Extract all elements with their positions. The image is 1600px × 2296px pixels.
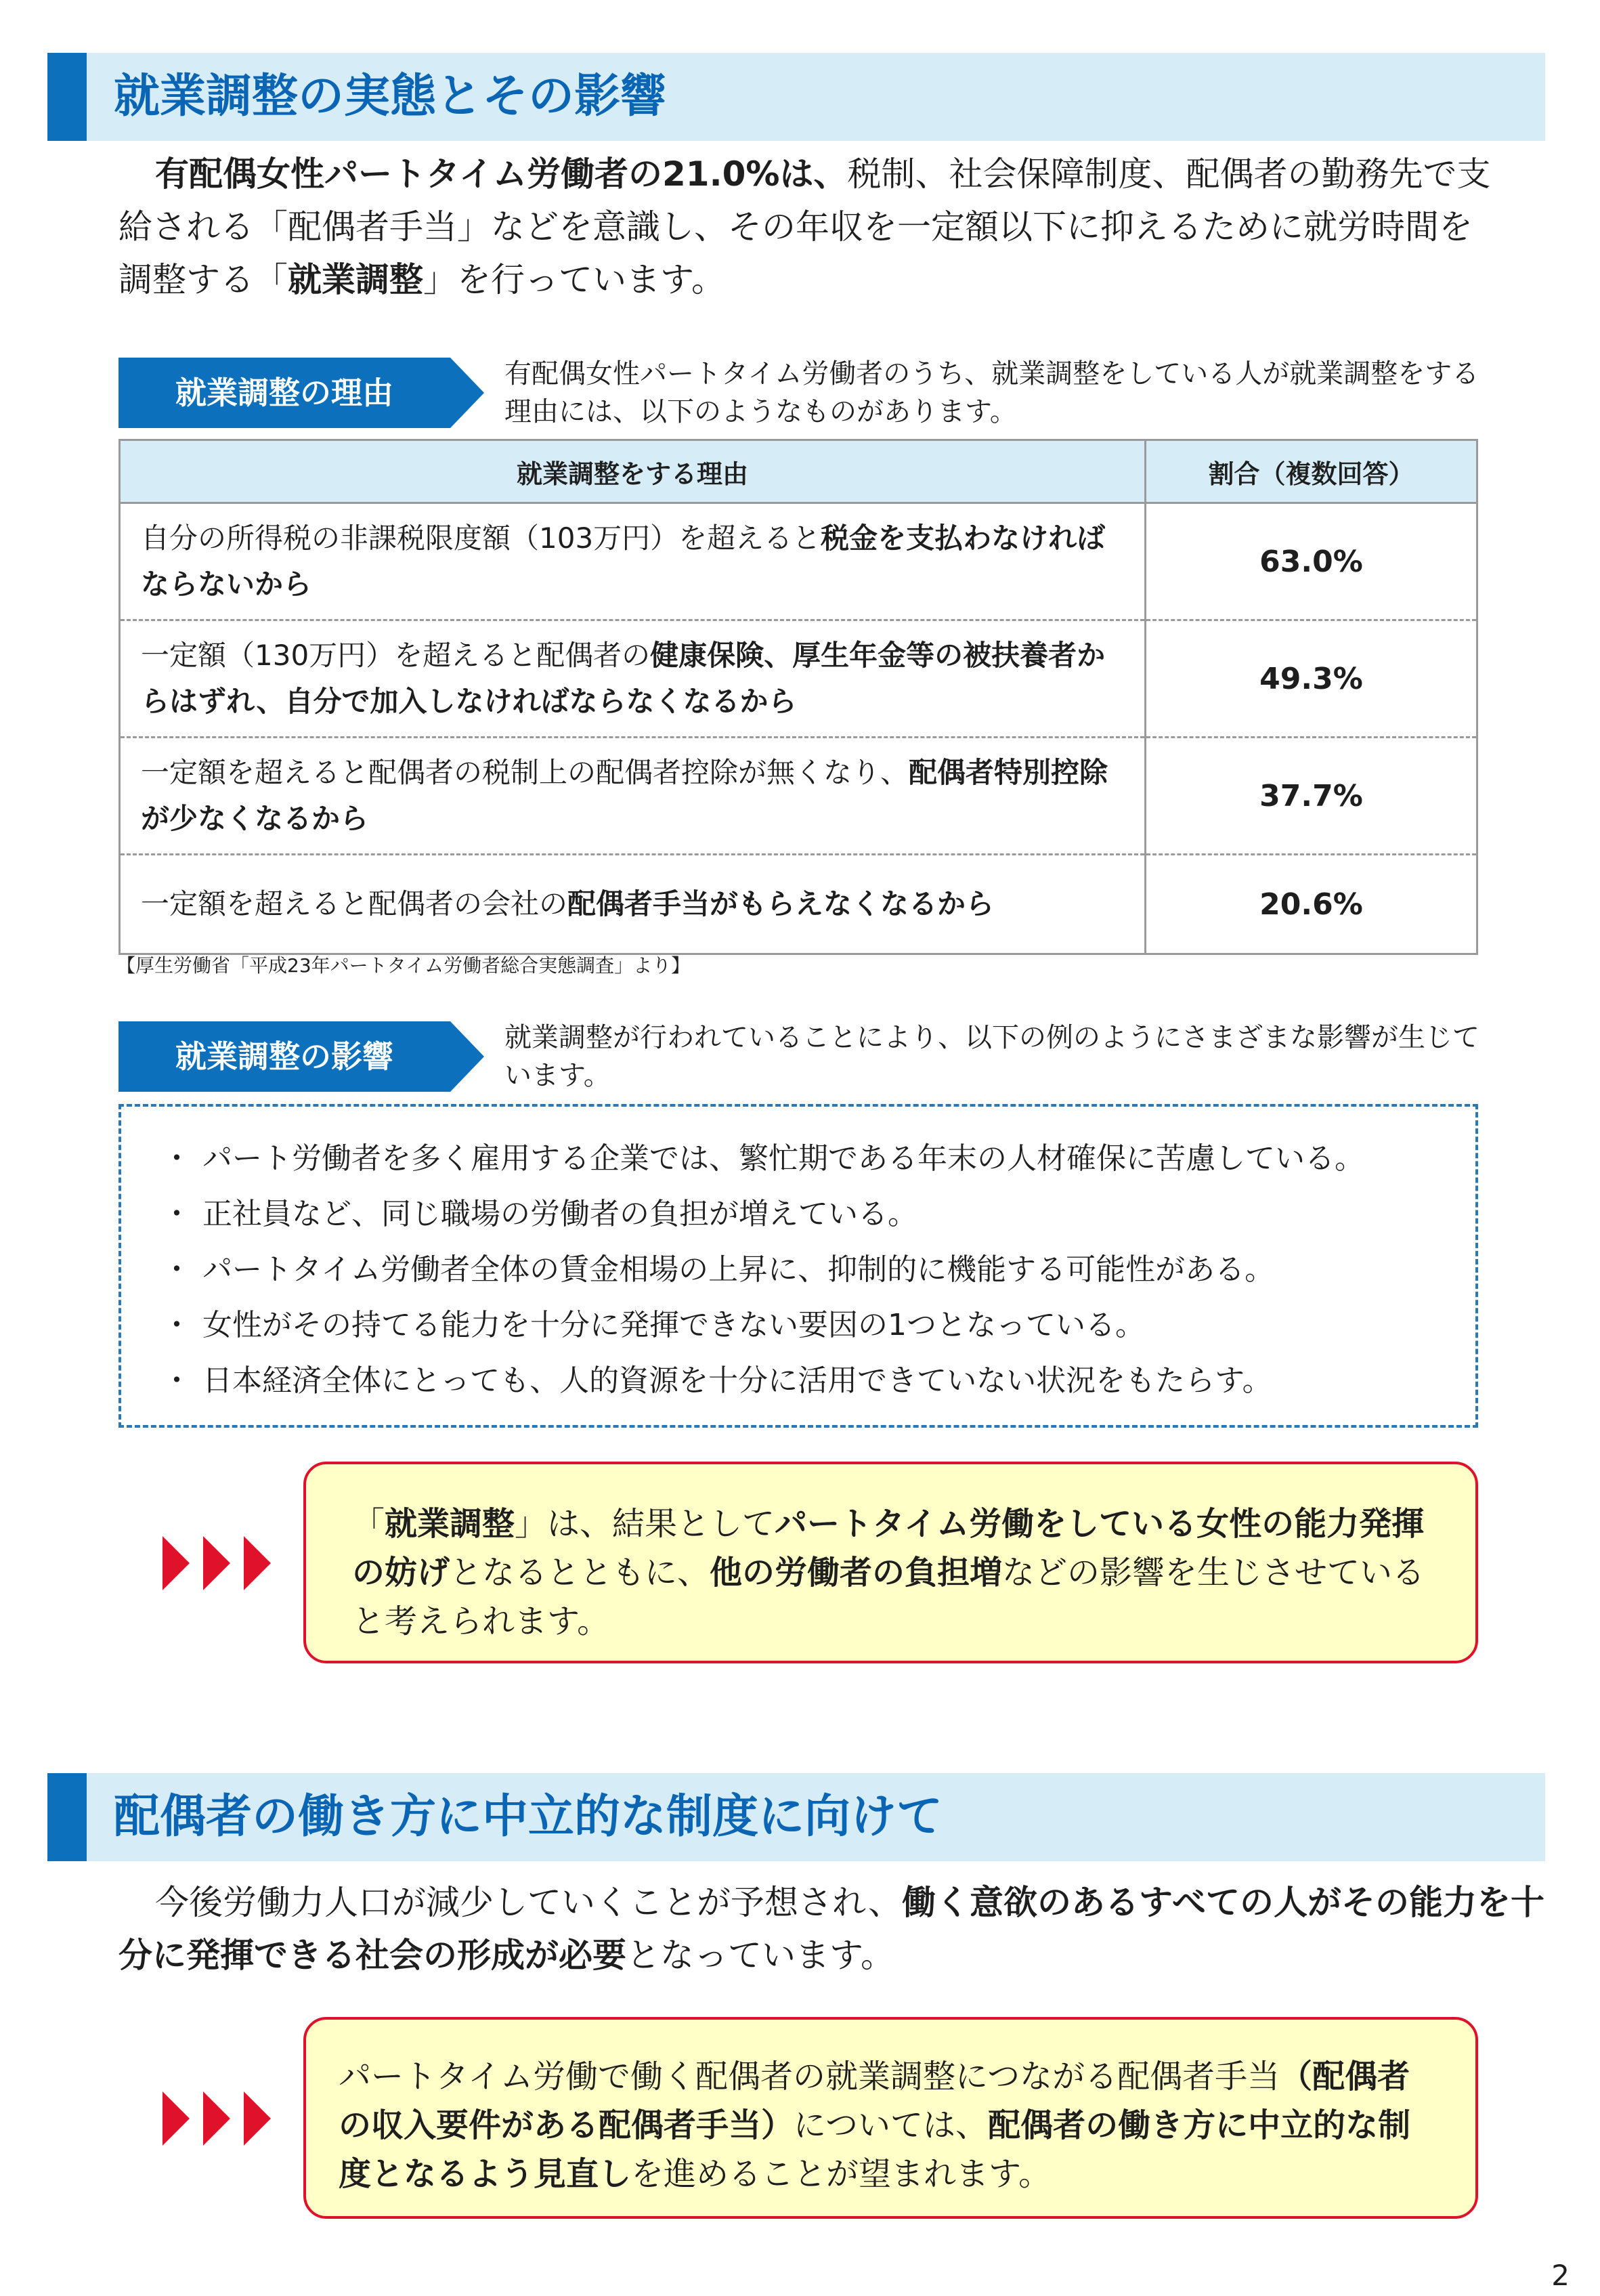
reason-bold-text: 配偶者手当がもらえなくなるから — [567, 887, 995, 920]
percentage-cell: 37.7% — [1146, 738, 1477, 855]
table-row — [120, 503, 1477, 620]
list-item — [162, 1187, 1475, 1242]
callout-bold: パートタイム労働をしている女性の能力発揮の妨げ — [352, 1505, 1425, 1592]
callout-text: を進めることが望まれます。 — [631, 2155, 1052, 2193]
callout-bold: 就業調整 — [385, 1505, 515, 1543]
triple-arrow-icon — [163, 1536, 278, 1590]
reasons-tag — [118, 358, 484, 428]
section-title-1: 就業調整の実態とその影響 — [114, 70, 667, 123]
bullet-mark: ・ — [162, 1363, 192, 1398]
bullet-mark: ・ — [162, 1252, 192, 1287]
intro-text-1: 税制、社会保障制度、配偶者の勤務先で支給される「配偶者手当」などを意識し、その年収を一定額以下に抑えるために就労時間を調整する「 — [118, 154, 1491, 299]
section2-intro — [118, 1876, 1547, 1982]
callout-text: 」は、結果として — [515, 1505, 775, 1543]
impact-tag — [118, 1021, 484, 1092]
section-header-bar — [47, 1773, 87, 1861]
callout-text: となるとともに、 — [450, 1554, 710, 1592]
section-title-2: 配偶者の働き方に中立的な制度に向けて — [114, 1790, 943, 1844]
reason-bold-text: 税金を支払わなければならないから — [141, 522, 1106, 601]
list-item — [162, 1131, 1475, 1187]
intro-text-1: 今後労働力人口が減少していくことが予想され、 — [155, 1883, 902, 1922]
reason-cell — [120, 855, 1146, 954]
list-item — [162, 1242, 1475, 1298]
reason-bold-text: 健康保険、厚生年金等の被扶養者からはずれ、自分で加入しなければならなくなるから — [141, 639, 1106, 718]
header-percentage: 割合（複数回答） — [1146, 440, 1477, 503]
impact-list — [121, 1107, 1475, 1409]
list-item — [162, 1298, 1475, 1353]
impact-list-box — [118, 1104, 1478, 1428]
callout-text: などの影響を生じさせていると考えられます。 — [352, 1554, 1425, 1640]
reasons-tag-label: 就業調整の理由 — [175, 375, 393, 411]
bullet-mark: ・ — [162, 1141, 192, 1176]
section-header-2 — [47, 1773, 1545, 1861]
intro-bold: 働く意欲のあるすべての人がその能力を十分に発揮できる社会の形成が必要 — [118, 1883, 1544, 1975]
section1-intro — [118, 148, 1500, 306]
reason-cell — [120, 738, 1146, 855]
list-item-text: パートタイム労働者全体の賃金相場の上昇に、抑制的に機能する可能性がある。 — [202, 1252, 1275, 1287]
conclusion-callout-1 — [303, 1462, 1478, 1663]
callout-1-text — [352, 1500, 1435, 1646]
reason-text: 一定額（130万円）を超えると配偶者の — [141, 639, 651, 672]
callout-text: パートタイム労働で働く配偶者の就業調整につながる配偶者手当 — [339, 2058, 1280, 2096]
section-header-1 — [47, 53, 1545, 141]
intro-bold-lead: 有配偶女性パートタイム労働者の21.0%は、 — [155, 154, 848, 194]
impact-tag-label: 就業調整の影響 — [175, 1038, 393, 1075]
callout-bold: 他の労働者の負担増 — [710, 1554, 1003, 1592]
table-header-row — [120, 440, 1477, 503]
source-note: 【厚生労働省「平成23年パートタイム労働者総合実態調査」より】 — [116, 954, 691, 977]
percentage-cell: 20.6% — [1146, 855, 1477, 954]
table-row — [120, 738, 1477, 855]
list-item-text: 正社員など、同じ職場の労働者の負担が増えている。 — [202, 1197, 917, 1231]
callout-text: 「 — [352, 1505, 385, 1543]
intro-bold-term: 就業調整 — [288, 260, 423, 299]
reasons-description: 有配偶女性パートタイム労働者のうち、就業調整をしている人が就業調整をする理由には、以下のようなものがあります。 — [504, 358, 1479, 427]
bullet-mark: ・ — [162, 1197, 192, 1231]
reason-cell — [120, 503, 1146, 620]
reason-bold-text: 配偶者特別控除が少なくなるから — [141, 756, 1108, 835]
reason-text: 一定額を超えると配偶者の税制上の配偶者控除が無くなり、 — [141, 756, 909, 789]
reason-cell — [120, 620, 1146, 738]
page-number: 2 — [1551, 2259, 1570, 2292]
list-item — [162, 1353, 1475, 1409]
intro-text-2: となっています。 — [626, 1936, 894, 1975]
intro-text-2: 」を行っています。 — [423, 260, 725, 299]
impact-description: 就業調整が行われていることにより、以下の例のようにさまざまな影響が生じています。 — [504, 1022, 1479, 1091]
callout-2-text — [339, 2052, 1435, 2198]
table-row — [120, 620, 1477, 738]
section-header-bar — [47, 53, 87, 141]
reason-text: 自分の所得税の非課税限度額（103万円）を超えると — [141, 522, 821, 555]
callout-bold: 配偶者の働き方に中立的な制度となるよう見直し — [339, 2106, 1411, 2193]
header-reason: 就業調整をする理由 — [120, 440, 1146, 503]
callout-bold: （配偶者の収入要件がある配偶者手当） — [339, 2058, 1410, 2144]
bullet-mark: ・ — [162, 1308, 192, 1342]
reasons-table — [118, 439, 1478, 955]
list-item-text: 日本経済全体にとっても、人的資源を十分に活用できていない状況をもたらす。 — [202, 1363, 1272, 1398]
list-item-text: 女性がその持てる能力を十分に発揮できない要因の1つとなっている。 — [202, 1308, 1145, 1342]
percentage-cell: 63.0% — [1146, 503, 1477, 620]
conclusion-callout-2 — [303, 2017, 1478, 2219]
list-item-text: パート労働者を多く雇用する企業では、繁忙期である年末の人材確保に苦慮している。 — [202, 1141, 1364, 1176]
table-row — [120, 855, 1477, 954]
reason-text: 一定額を超えると配偶者の会社の — [141, 887, 568, 920]
percentage-cell: 49.3% — [1146, 620, 1477, 738]
triple-arrow-icon — [163, 2091, 278, 2146]
callout-text: については、 — [794, 2106, 989, 2144]
